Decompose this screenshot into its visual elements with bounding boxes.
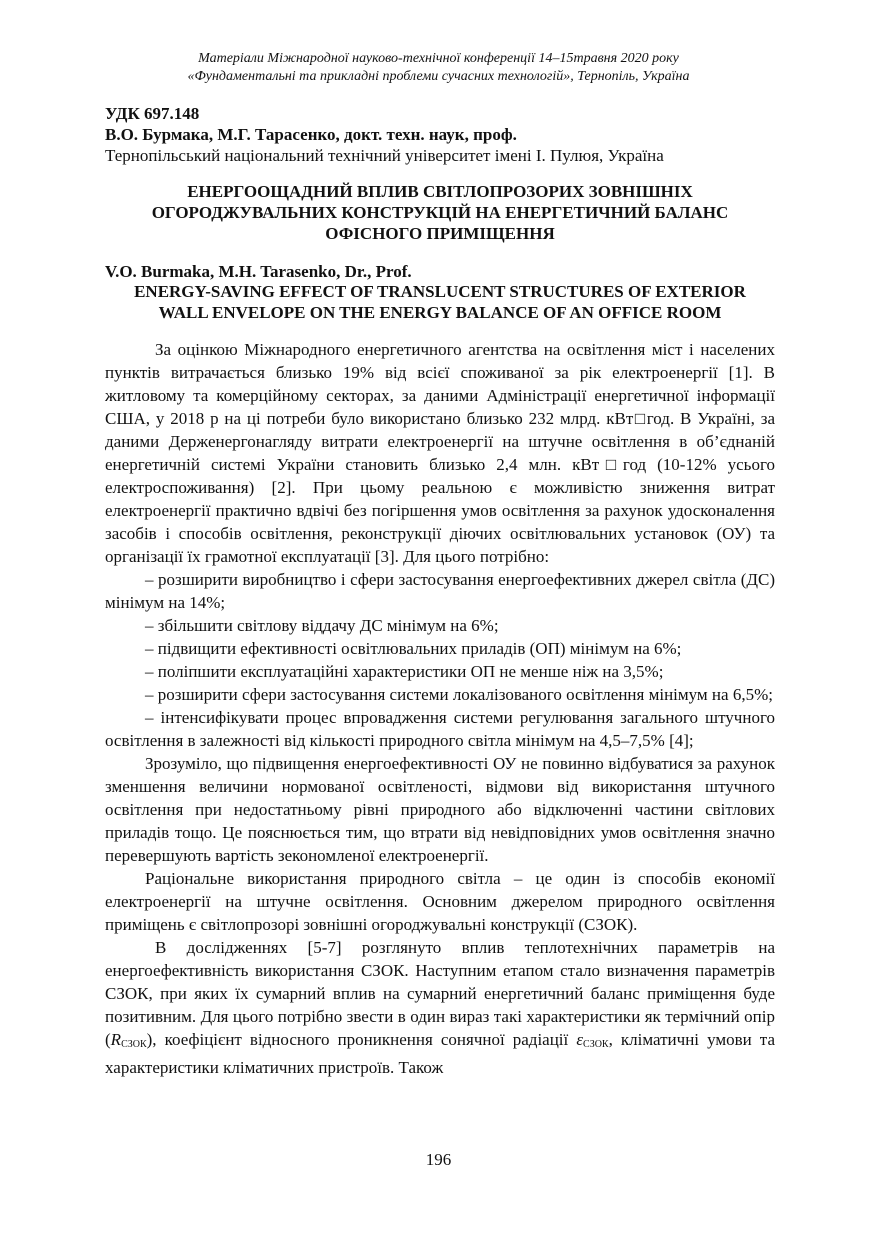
symbol-r: R xyxy=(110,1030,122,1049)
paragraph-research xyxy=(105,936,775,1079)
paragraph-research-text-2: ), коефіцієнт відносного проникнення сонячної радіації xyxy=(146,1030,577,1049)
subscript-szok-1: СЗОК xyxy=(121,1039,147,1050)
running-head xyxy=(0,50,877,86)
paragraph-research-text-1: В дослідженнях [5-7] розглянуто вплив теплотехнічних параметрів на енергоефективність використання СЗОК. Наступним етапом стало визначення параметрів СЗОК, при яких їх сумарний вплив на сумарний енергетичний баланс приміщення буде позитивним. Для цього потрібно звести в один вираз такі характеристики як термічний опір ( xyxy=(105,938,775,1049)
paragraph-efficiency: Зрозуміло, що підвищення енергоефективності ОУ не повинно відбуватися за рахунок зменшення величини нормованої освітленості, відмови від використання штучного освітлення при недостатньому рівні природного або відключенні частини світлових приладів тощо. Це пояснюється тим, що втрати від невідповідних умов освітлення значно перевершують вартість зекономленої електроенергії. xyxy=(105,754,775,865)
title-ua xyxy=(105,181,775,244)
title-ua-line3: ОФІСНОГО ПРИМІЩЕННЯ xyxy=(325,224,555,243)
title-ua-line2: ОГОРОДЖУВАЛЬНИХ КОНСТРУКЦІЙ НА ЕНЕРГЕТИЧНИЙ БАЛАНС xyxy=(151,203,729,222)
list-item: – збільшити світлову віддачу ДС мінімум на 6%; xyxy=(145,616,499,635)
udk-code: УДК 697.148 xyxy=(105,104,200,123)
title-en-line2: WALL ENVELOPE ON THE ENERGY BALANCE OF AN OFFICE ROOM xyxy=(158,303,722,322)
paragraph-intro: За оцінкою Міжнародного енергетичного агентства на освітлення міст і населених пунктів витрачається близько 19% від всієї споживаної за рік електроенергії [1]. В житловому та комерційному секторах, за даними Адміністрації енергетичної інформації США, у 2018 р на ці потреби було використано близько 232 млрд. кВт□год. В Україні, за даними Держенергонагляду витрати електроенергії на штучне освітлення в об’єднаній енергетичній системі України становить близько 2,4 млн. кВт□год (10-12% усього електроспоживання) [2]. При цьому реальною є можливістю зниження витрат електроенергії практично вдвічі без погіршення умов освітлення за рахунок удосконалення засобів і способів освітлення, реконструкції діючих освітлювальних установок (ОУ) та організації їх грамотної експлуатації [3]. Для цього потрібно: xyxy=(105,340,775,566)
running-head-line2: «Фундаментальні та прикладні проблеми сучасних технологій», Тернопіль, Україна xyxy=(187,69,690,84)
affiliation: Тернопільський національний технічний університет імені І. Пулюя, Україна xyxy=(105,146,664,165)
list-item: – розширити виробництво і сфери застосування енергоефективних джерел світла (ДС) мінімум на 14%; xyxy=(105,570,775,612)
paragraph-research-text-3: , кліматичні умови та характеристики кліматичних пристроїв. Також xyxy=(105,1030,775,1077)
paragraph-daylight: Раціональне використання природного світла – це один із способів економії електроенергії на штучне освітлення. Основним джерелом природного освітлення приміщень є світлопрозорі зовнішні огороджувальні конструкції (СЗОК). xyxy=(105,869,775,934)
authors-en: V.O. Burmaka, M.H. Tarasenko, Dr., Prof. xyxy=(105,262,412,281)
list-item: – підвищити ефективності освітлювальних приладів (ОП) мінімум на 6%; xyxy=(145,639,682,658)
running-head-line1: Матеріали Міжнародної науково-технічної конференції 14–15травня 2020 року xyxy=(198,51,679,66)
list-item: – розширити сфери застосування системи локалізованого освітлення мінімум на 6,5%; xyxy=(145,685,773,704)
title-en xyxy=(105,281,775,323)
article-meta xyxy=(105,103,775,166)
title-ua-line1: ЕНЕРГООЩАДНИЙ ВПЛИВ СВІТЛОПРОЗОРИХ ЗОВНІШНІХ xyxy=(187,182,693,201)
symbol-epsilon: ε xyxy=(576,1030,584,1049)
list-item: – інтенсифікувати процес впровадження системи регулювання загального штучного освітлення в залежності від кількості природного світла мінімум на 4,5–7,5% [4]; xyxy=(105,708,775,750)
subscript-szok-2: СЗОК xyxy=(583,1039,609,1050)
page-number: 196 xyxy=(425,1150,452,1169)
authors-ua: В.О. Бурмака, М.Г. Тарасенко, докт. техн. наук, проф. xyxy=(105,125,517,144)
body-text xyxy=(105,338,775,1079)
list-item: – поліпшити експлуатаційні характеристики ОП не менше ніж на 3,5%; xyxy=(145,662,664,681)
title-en-line1: ENERGY-SAVING EFFECT OF TRANSLUCENT STRUCTURES OF EXTERIOR xyxy=(134,282,746,301)
